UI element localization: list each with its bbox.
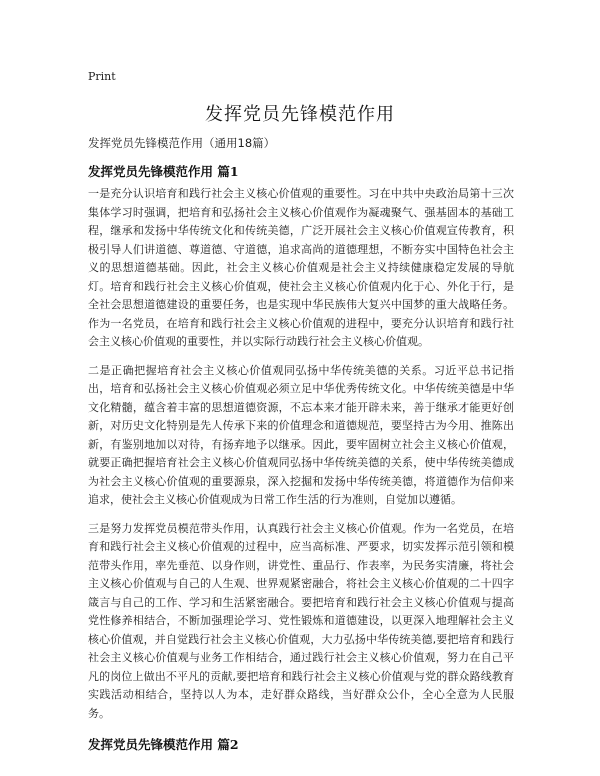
section-heading-2: 发挥党员先锋模范作用 篇2 [88,737,239,752]
paragraph-3: 三是努力发挥党员模范带头作用，认真践行社会主义核心价值观。作为一名党员，在培育和践行社会主义核心价值观的过程中，应当高标准、严要求，切实发挥示范引领和模范带头作用，率先垂范、以身作则，讲党性、重品行、作表率，为民务实清廉，将社会主义核心价值观与自己的人生观、世界观紧密融合，将社会主义核心价值观的二十四字箴言与自己的工作、学习和生活紧密融合。要把培育和践行社会主义核心价值观与提高党性修养相结合，不断加强理论学习、党性锻炼和道德建设，以更深入地理解社会主义核心价值观，并自觉践行社会主义核心价值观，大力弘扬中华传统美德,要把培育和践行社会主义核心价值观与业务工作相结合，通过践行社会主义核心价值观，努力在自己平凡的岗位上做出不平凡的贡献,要把培育和践行社会主义核心价值观与党的群众路线教育实践活动相结合，坚持以人为本，走好群众路线，当好群众公仆，全心全意为人民服务。 [88,521,514,720]
document-title: 发挥党员先锋模范作用 [205,104,395,125]
paragraph-2: 二是正确把握培育社会主义核心价值观同弘扬中华传统美德的关系。习近平总书记指出，培育和弘扬社会主义核心价值观必须立足中华优秀传统文化。中华传统美德是中华文化精髓，蕴含着丰富的思想道德资源，不忘本来才能开辟未来，善于继承才能更好创新，对历史文化特别是先人传承下来的价值理念和道德规范，要坚持古为今用、推陈出新，有鉴别地加以对待，有扬弃地予以继承。因此，要牢固树立社会主义核心价值观，就要正确把握培育社会主义核心价值观同弘扬中华传统美德的关系，使中华传统美德成为社会主义核心价值观的重要源泉，深入挖掘和发扬中华传统美德，将道德作为信仰来追求，使社会主义核心价值观成为日常工作生活的行为准则，自觉加以遵循。 [88,363,514,506]
section-heading-1: 发挥党员先锋模范作用 篇1 [88,164,239,179]
print-link[interactable]: Print [88,70,116,83]
section-body-1 [88,185,514,733]
paragraph-1: 一是充分认识培育和践行社会主义核心价值观的重要性。习在中共中央政治局第十三次集体学习时强调，把培育和弘扬社会主义核心价值观作为凝魂聚气、强基固本的基础工程，继承和发扬中华传统文化和传统美德，广泛开展社会主义核心价值观宣传教育，积极引导人们讲道德、尊道德、守道德，追求高尚的道德理想，不断夯实中国特色社会主义的思想道德基础。因此，社会主义核心价值观是社会主义持续健康稳定发展的导航灯。培育和践行社会主义核心价值观，使社会主义核心价值观内化于心、外化于行，是全社会思想道德建设的重要任务，也是实现中华民族伟大复兴中国梦的重大战略任务。作为一名党员，在培育和践行社会主义核心价值观的进程中，要充分认识培育和践行社会主义核心价值观的重要性，并以实际行动践行社会主义核心价值观。 [88,187,514,348]
document-subtitle: 发挥党员先锋模范作用（通用18篇） [88,136,276,150]
